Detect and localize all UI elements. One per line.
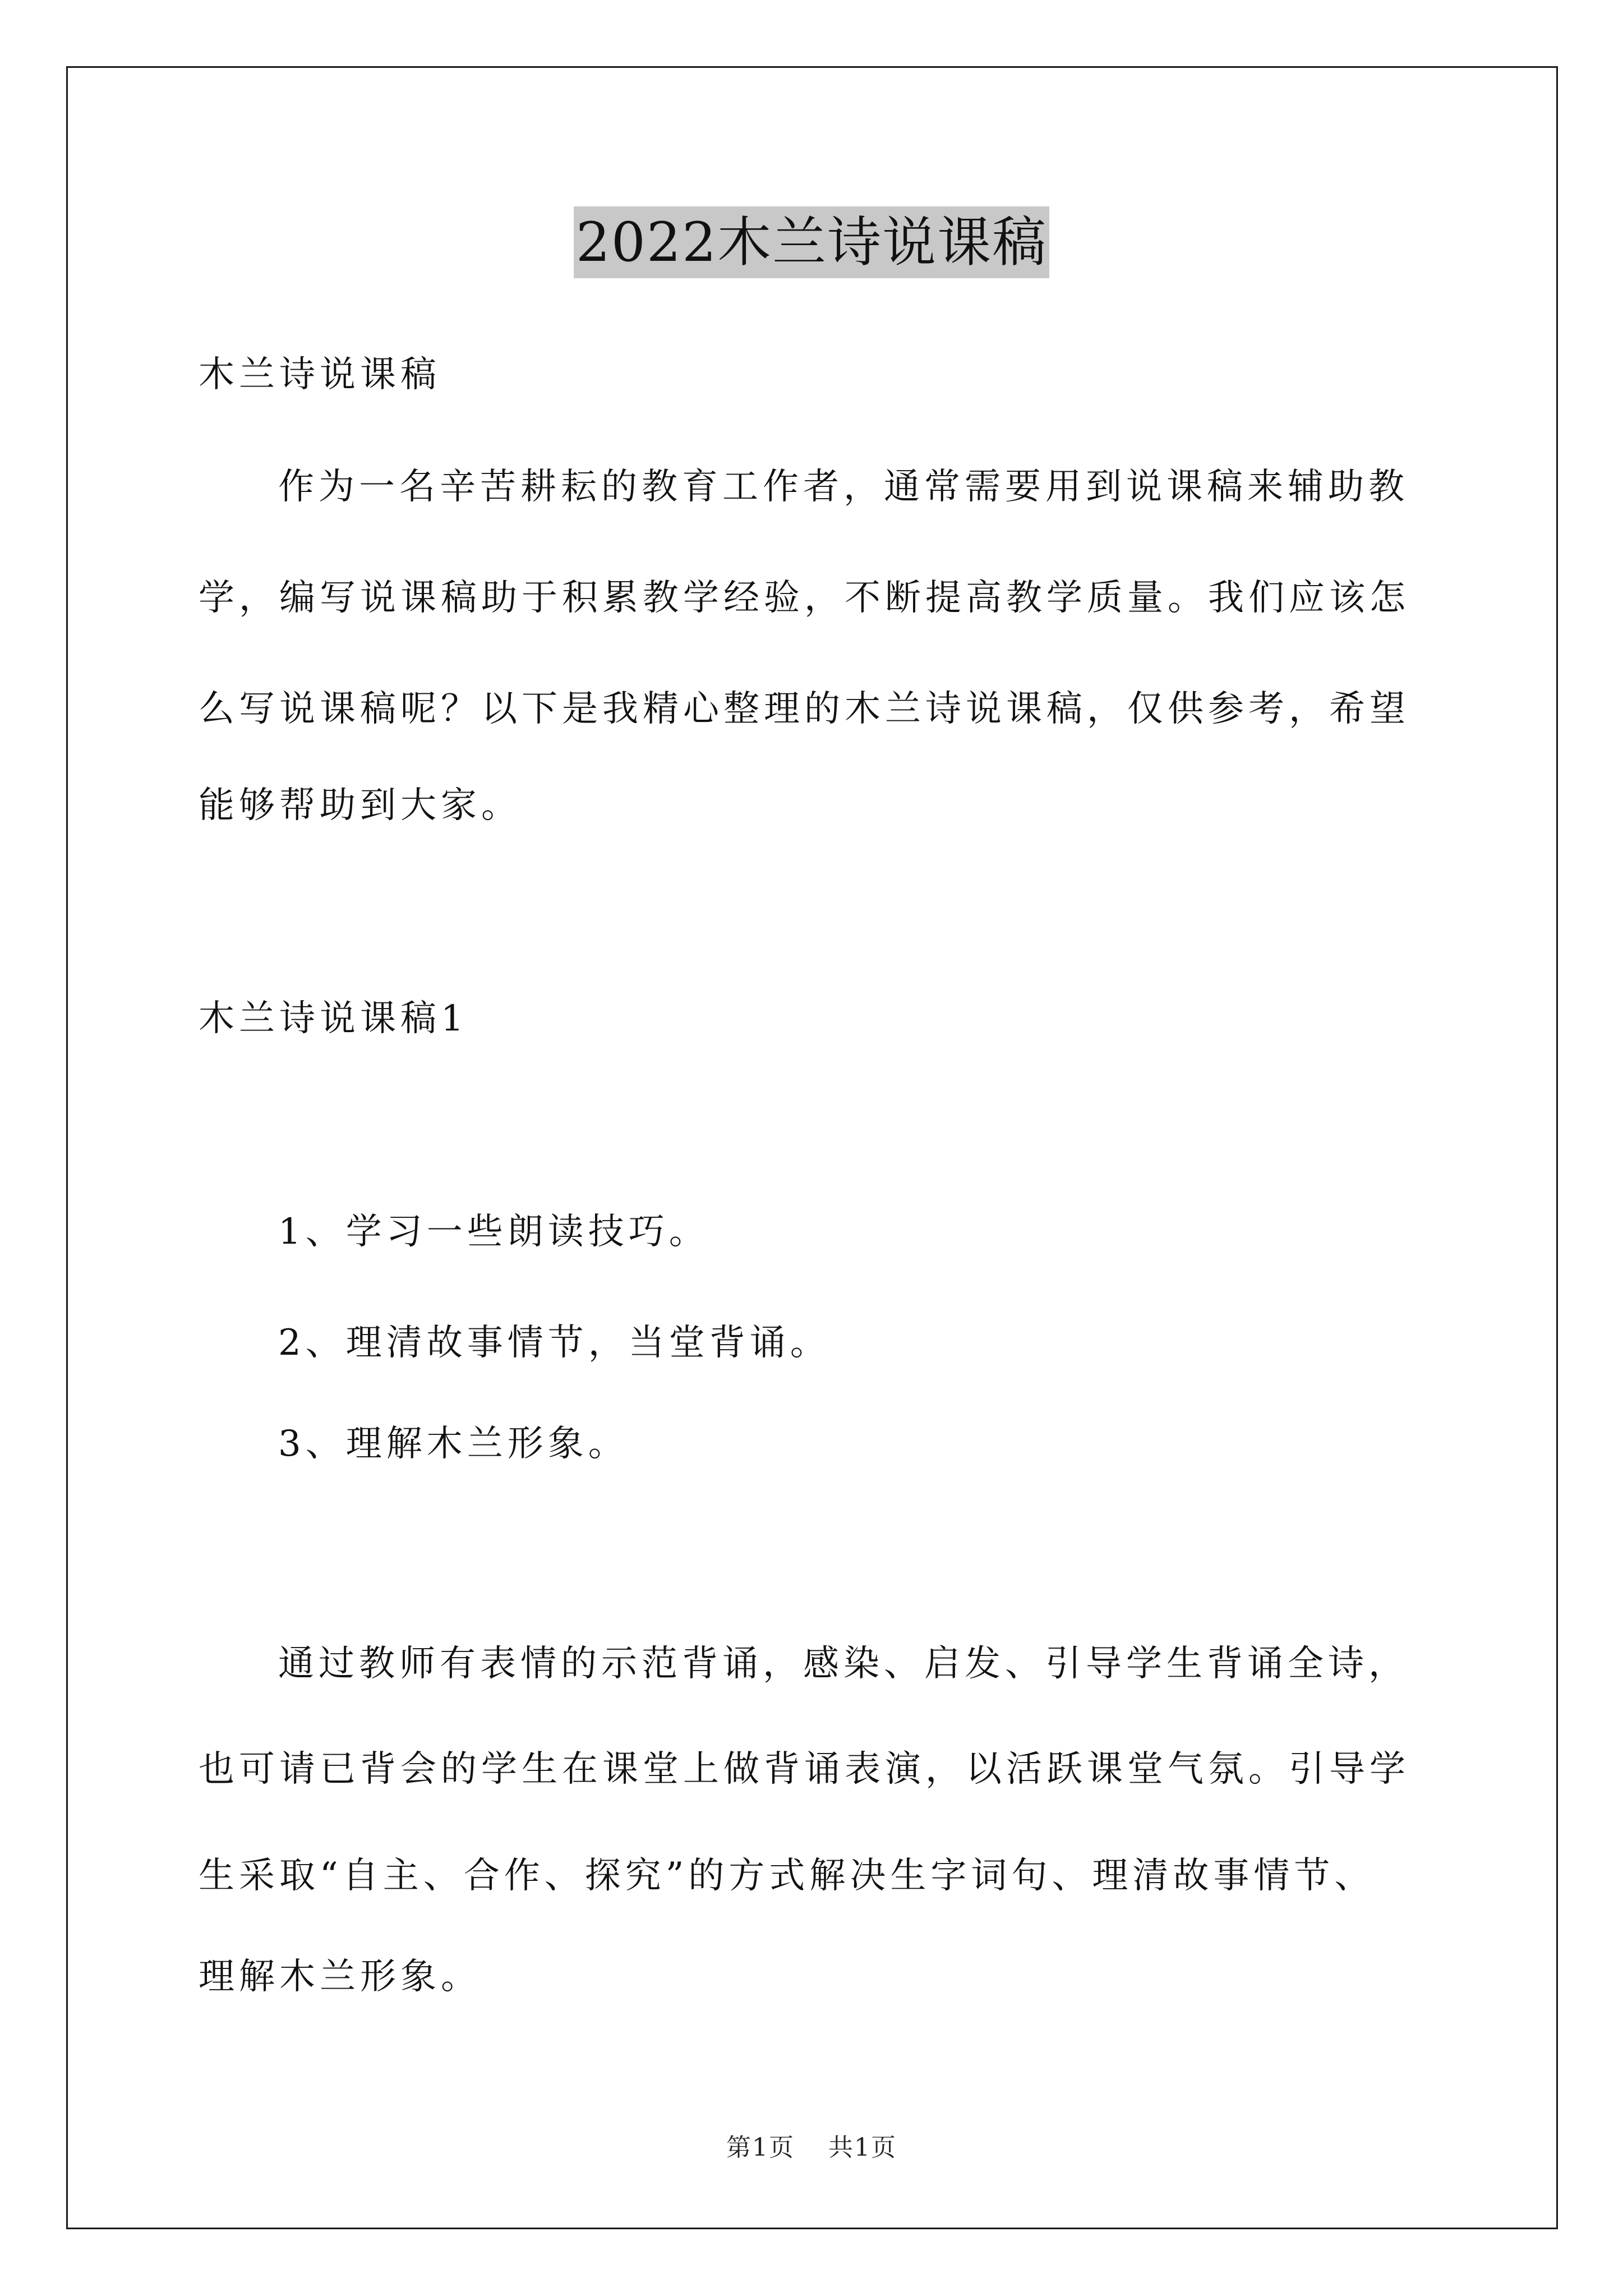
method-line-4: 理解木兰形象。 (199, 1956, 481, 1998)
page-number: 第1页 (726, 2133, 795, 2162)
page-total: 共1页 (828, 2133, 897, 2162)
intro-line-3: 么写说课稿呢？以下是我精心整理的木兰诗说课稿，仅供参考，希望 (199, 688, 1410, 730)
method-line-1: 通过教师有表情的示范背诵，感染、启发、引导学生背诵全诗， (278, 1643, 1409, 1685)
intro-line-4: 能够帮助到大家。 (199, 785, 522, 826)
document-subtitle: 木兰诗说课稿 (199, 354, 441, 395)
goal-item-2: 2、理清故事情节，当堂背诵。 (278, 1322, 831, 1364)
document-title: 2022木兰诗说课稿 (574, 206, 1049, 278)
method-line-3: 生采取“自主、合作、探究”的方式解决生字词句、理清故事情节、 (199, 1855, 1375, 1897)
title-container (0, 206, 1623, 278)
intro-line-1: 作为一名辛苦耕耘的教育工作者，通常需要用到说课稿来辅助教 (278, 466, 1409, 508)
goal-item-3: 3、理解木兰形象。 (278, 1423, 629, 1465)
section-heading: 木兰诗说课稿1 (199, 998, 468, 1039)
page-footer (0, 2127, 1623, 2163)
intro-line-2: 学，编写说课稿助于积累教学经验，不断提高教学质量。我们应该怎 (199, 577, 1410, 619)
goal-item-1: 1、学习一些朗读技巧。 (278, 1211, 709, 1253)
method-line-2: 也可请已背会的学生在课堂上做背诵表演，以活跃课堂气氛。引导学 (199, 1749, 1410, 1790)
